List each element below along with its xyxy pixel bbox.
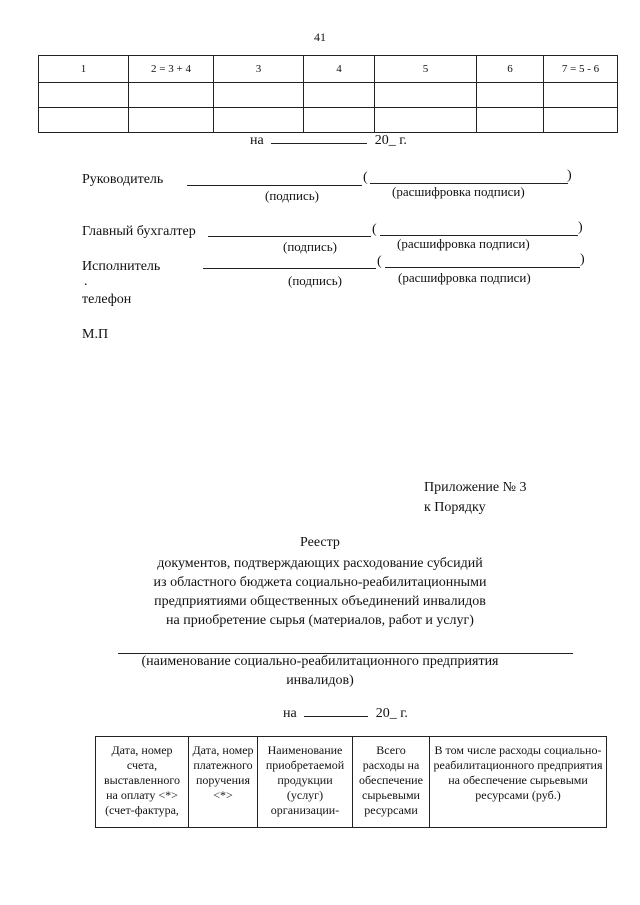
date-prefix: на bbox=[283, 706, 297, 721]
table-cell bbox=[214, 108, 304, 133]
top-table-row bbox=[39, 83, 618, 108]
registry-header-enterprise-expenses: В том числе расходы социально-реабилитационного предприятия на обеспечение сырьевыми ресурсами (руб.) bbox=[430, 737, 607, 828]
date-line bbox=[250, 133, 407, 149]
table-cell bbox=[304, 83, 375, 108]
annex-block bbox=[424, 478, 527, 518]
date-year: 20_ г. bbox=[375, 706, 408, 721]
date-year: 20_ г. bbox=[374, 133, 407, 148]
table-cell bbox=[477, 108, 544, 133]
decode-line bbox=[385, 267, 580, 268]
stamp-label: М.П bbox=[82, 327, 109, 342]
table-cell bbox=[129, 83, 214, 108]
top-table-header-cell: 6 bbox=[477, 56, 544, 83]
page-number: 41 bbox=[314, 30, 326, 44]
top-table-header-row bbox=[39, 56, 618, 83]
phone-label: телефон bbox=[82, 292, 132, 307]
close-paren: ) bbox=[578, 220, 583, 235]
close-paren: ) bbox=[580, 252, 585, 267]
open-paren: ( bbox=[372, 222, 377, 237]
signature-caption: (подпись) bbox=[283, 239, 337, 254]
table-cell bbox=[39, 108, 129, 133]
registry-title-line: документов, подтверждающих расходование субсидий bbox=[157, 556, 483, 571]
annex-line-2: к Порядку bbox=[424, 500, 486, 515]
date-prefix: на bbox=[250, 133, 264, 148]
annex-line-1: Приложение № 3 bbox=[424, 480, 527, 495]
registry-title-line: Реестр bbox=[300, 535, 340, 550]
table-cell bbox=[544, 108, 618, 133]
table-cell bbox=[129, 108, 214, 133]
dot: . bbox=[84, 274, 88, 289]
signature-line bbox=[208, 236, 371, 237]
decode-caption: (расшифровка подписи) bbox=[398, 270, 531, 285]
signature-role-executor: Исполнитель bbox=[82, 259, 161, 274]
top-table-header-cell: 4 bbox=[304, 56, 375, 83]
organization-caption-line: (наименование социально-реабилитационного предприятия bbox=[141, 654, 499, 669]
table-cell bbox=[39, 83, 129, 108]
registry-table-header-row bbox=[96, 737, 607, 828]
decode-caption: (расшифровка подписи) bbox=[392, 184, 525, 199]
registry-header-total: Всего расходы на обеспечение сырьевыми ресурсами bbox=[353, 737, 430, 828]
signature-role-accountant: Главный бухгалтер bbox=[82, 224, 196, 239]
signature-line bbox=[203, 268, 376, 269]
table-cell bbox=[477, 83, 544, 108]
registry-header-product: Наименование приобретаемой продукции (услуг) организации- bbox=[258, 737, 353, 828]
table-cell bbox=[304, 108, 375, 133]
open-paren: ( bbox=[377, 254, 382, 269]
close-paren: ) bbox=[567, 168, 572, 183]
open-paren: ( bbox=[363, 170, 368, 185]
date-blank bbox=[304, 716, 368, 717]
decode-caption: (расшифровка подписи) bbox=[397, 236, 530, 251]
table-cell bbox=[375, 108, 477, 133]
organization-caption-line: инвалидов) bbox=[286, 673, 354, 688]
signature-line bbox=[187, 185, 362, 186]
registry-header-invoice: Дата, номер счета, выставленного на оплату <*> (счет-фактура, bbox=[96, 737, 189, 828]
registry-header-payment-order: Дата, номер платежного поручения <*> bbox=[189, 737, 258, 828]
date-line-2 bbox=[283, 706, 408, 722]
top-table-header-cell: 2 = 3 + 4 bbox=[129, 56, 214, 83]
top-table-header-cell: 5 bbox=[375, 56, 477, 83]
top-table bbox=[38, 55, 618, 133]
top-table-header-cell: 7 = 5 - 6 bbox=[544, 56, 618, 83]
top-table-header-cell: 1 bbox=[39, 56, 129, 83]
registry-title-line: предприятиями общественных объединений инвалидов bbox=[154, 594, 486, 609]
table-cell bbox=[375, 83, 477, 108]
registry-title-line: из областного бюджета социально-реабилитационными bbox=[153, 575, 487, 590]
table-cell bbox=[214, 83, 304, 108]
organization-caption bbox=[0, 652, 640, 690]
signature-caption: (подпись) bbox=[265, 188, 319, 203]
top-table-header-cell: 3 bbox=[214, 56, 304, 83]
signature-caption: (подпись) bbox=[288, 273, 342, 288]
registry-table bbox=[95, 736, 607, 828]
signature-role-director: Руководитель bbox=[82, 172, 164, 187]
table-cell bbox=[544, 83, 618, 108]
top-table-row bbox=[39, 108, 618, 133]
registry-title bbox=[0, 533, 640, 630]
date-blank bbox=[271, 143, 367, 144]
registry-title-line: на приобретение сырья (материалов, работ и услуг) bbox=[166, 613, 474, 628]
